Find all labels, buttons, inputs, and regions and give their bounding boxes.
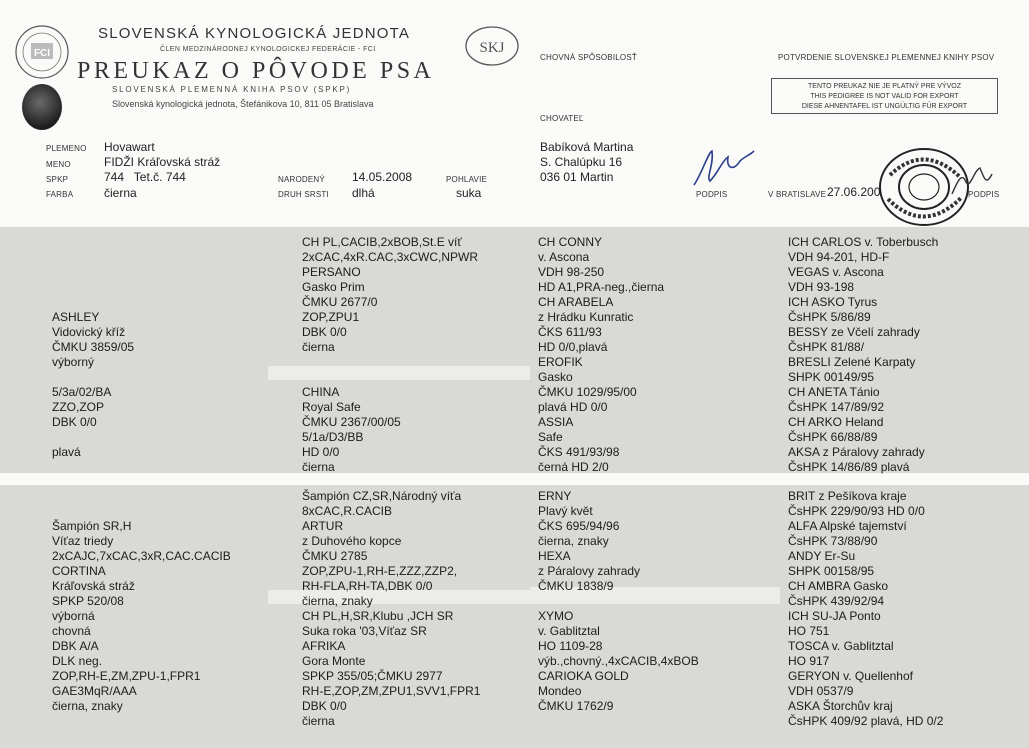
pedigree-line: AFRIKA bbox=[302, 639, 346, 653]
pedigree-line bbox=[52, 250, 134, 265]
pedigree-line: ZZO,ZOP bbox=[52, 400, 104, 414]
stud-book-name: SLOVENSKÁ PLEMENNÁ KNIHA PSOV (SPKP) bbox=[112, 85, 352, 94]
pedigree-line: v. Gablitztal bbox=[538, 624, 600, 638]
pedigree-line: ICH SU-JA Ponto bbox=[788, 609, 881, 623]
sex-value: suka bbox=[456, 186, 482, 200]
pedigree-line: ČsHPK 409/92 plavá, HD 0/2 bbox=[788, 714, 944, 728]
pedigree-line: čierna, znaky bbox=[538, 534, 609, 548]
pedigree-line: CHINA bbox=[302, 385, 340, 399]
pedigree-line: 2xCAJC,7xCAC,3xR,CAC.CACIB bbox=[52, 549, 231, 563]
spkp-value: 744 Tet.č. 744 bbox=[104, 170, 186, 184]
pedigree-line: černá HD 2/0 bbox=[538, 460, 609, 474]
pedigree-line: ČKS 611/93 bbox=[538, 325, 602, 339]
pedigree-line: TOSCA v. Gablitztal bbox=[788, 639, 894, 653]
coat-label: DRUH SRSTI bbox=[278, 190, 329, 199]
pedigree-line: chovná bbox=[52, 624, 91, 638]
pedigree-line bbox=[52, 235, 134, 250]
pedigree-line: Gora Monte bbox=[302, 654, 366, 668]
pedigree-line: CORTINA bbox=[52, 564, 106, 578]
hologram-seal bbox=[22, 84, 62, 130]
pedigree-line: ČsHPK 439/92/94 bbox=[788, 594, 885, 608]
coat-value: dlhá bbox=[352, 186, 375, 200]
pedigree-line: výb.,chovný.,4xCACIB,4xBOB bbox=[538, 654, 699, 668]
signature-label-2: PODPIS bbox=[968, 190, 1000, 199]
color-label: FARBA bbox=[46, 190, 74, 199]
pedigree-line: ČMKU 1762/9 bbox=[538, 699, 614, 713]
breed-value: Hovawart bbox=[104, 140, 155, 154]
pedigree-line: PERSANO bbox=[302, 265, 361, 279]
svg-text:SKJ: SKJ bbox=[479, 40, 505, 56]
pedigree-line: BESSY ze Včelí zahrady bbox=[788, 325, 920, 339]
grandsire-2 bbox=[302, 489, 461, 609]
pedigree-line: ČMKU 2785 bbox=[302, 549, 368, 563]
pedigree-line: CH ARABELA bbox=[538, 295, 614, 309]
pedigree-line: HEXA bbox=[538, 549, 571, 563]
pedigree-line bbox=[52, 370, 134, 385]
org-subtitle: ČLEN MEDZINÁRODNEJ KYNOLOGICKEJ FEDERÁCIE - FCI bbox=[160, 46, 376, 53]
owner-street: S. Chalúpku 16 bbox=[540, 155, 623, 169]
pedigree-line: HD A1,PRA-neg.,čierna bbox=[538, 280, 665, 294]
pedigree-line: SHPK 00158/95 bbox=[788, 564, 875, 578]
confirmation-date: 27.06.200 bbox=[827, 185, 881, 199]
pedigree-line bbox=[52, 295, 134, 310]
pedigree-line: HO 917 bbox=[788, 654, 830, 668]
pedigree-line: čierna bbox=[302, 340, 335, 354]
pedigree-line: GAE3MqR/AAA bbox=[52, 684, 137, 698]
great-grandparents-3 bbox=[538, 489, 640, 594]
pedigree-line: AKSA z Páralovy zahrady bbox=[788, 445, 925, 459]
pedigree-line: ALFA Alpské tajemství bbox=[788, 519, 907, 533]
pedigree-line: HD 0/0,plavá bbox=[538, 340, 608, 354]
signature-label: PODPIS bbox=[696, 190, 728, 199]
pedigree-line: Gasko Prim bbox=[302, 280, 365, 294]
svg-text:FCI: FCI bbox=[33, 48, 51, 59]
pedigree-line: SPKP 520/08 bbox=[52, 594, 124, 608]
great-great-grandparents-1 bbox=[788, 235, 938, 355]
breeder-signature bbox=[688, 143, 758, 193]
great-great-grandparents-2 bbox=[788, 355, 925, 475]
pedigree-line: čierna, znaky bbox=[52, 699, 123, 713]
pedigree-line: SHPK 00149/95 bbox=[788, 370, 875, 384]
export-notice-line: TENTO PREUKAZ NIE JE PLATNÝ PRE VÝVOZ bbox=[808, 83, 961, 90]
pedigree-line: ASKA Štorchův kraj bbox=[788, 699, 893, 713]
pedigree-line: ČsHPK 147/89/92 bbox=[788, 400, 885, 414]
skj-logo bbox=[464, 26, 520, 66]
pedigree-line: ZOP,ZPU-1,RH-E,ZZZ,ZZP2, bbox=[302, 564, 458, 578]
pedigree-line bbox=[52, 265, 134, 280]
pedigree-line bbox=[52, 430, 134, 445]
export-notice-line: THIS PEDIGREE IS NOT VALID FOR EXPORT bbox=[810, 93, 959, 100]
pedigree-line: XYMO bbox=[538, 609, 574, 623]
pedigree-line: VEGAS v. Ascona bbox=[788, 265, 884, 279]
pedigree-line: DBK 0/0 bbox=[52, 415, 97, 429]
pedigree-line: ICH CARLOS v. Toberbusch bbox=[788, 235, 939, 249]
pedigree-line: HD 0/0 bbox=[302, 445, 340, 459]
sex-label: POHLAVIE bbox=[446, 175, 488, 184]
export-notice-line: DIESE AHNENTAFEL IST UNGÜLTIG FÜR EXPORT bbox=[801, 103, 968, 110]
pedigree-line: Šampión CZ,SR,Národný víťa bbox=[302, 489, 462, 503]
color-value: čierna bbox=[104, 186, 137, 200]
pedigree-line: 2xCAC,4xR.CAC,3xCWC,NPWR bbox=[302, 250, 479, 264]
great-grandparents-1 bbox=[538, 235, 664, 355]
pedigree-line: plavá bbox=[52, 445, 81, 459]
pedigree-line: EROFIK bbox=[538, 355, 583, 369]
born-label: NARODENÝ bbox=[278, 175, 325, 184]
pedigree-line: ZOP,ZPU1 bbox=[302, 310, 360, 324]
pedigree-line: Suka roka '03,Víťaz SR bbox=[302, 624, 427, 638]
fci-logo bbox=[14, 24, 70, 80]
breed-label: PLEMENO bbox=[46, 144, 87, 153]
pedigree-line: z Páralovy zahrady bbox=[538, 564, 641, 578]
pedigree-line: čierna, znaky bbox=[302, 594, 373, 608]
granddam-2 bbox=[302, 609, 480, 729]
pedigree-line: VDH 93-198 bbox=[788, 280, 855, 294]
pedigree-line bbox=[52, 504, 231, 519]
pedigree-line: VDH 0537/9 bbox=[788, 684, 854, 698]
cell-divider bbox=[268, 366, 530, 380]
pedigree-line: ASHLEY bbox=[52, 310, 100, 324]
spkp-label: SPKP bbox=[46, 175, 69, 184]
pedigree-line: DLK neg. bbox=[52, 654, 103, 668]
pedigree-line: VDH 94-201, HD-F bbox=[788, 250, 890, 264]
pedigree-line: HO 1109-28 bbox=[538, 639, 603, 653]
pedigree-line: plavá HD 0/0 bbox=[538, 400, 608, 414]
pedigree-line: RH-E,ZOP,ZM,ZPU1,SVV1,FPR1 bbox=[302, 684, 481, 698]
pedigree-line: ZOP,RH-E,ZM,ZPU-1,FPR1 bbox=[52, 669, 201, 683]
pedigree-line bbox=[52, 280, 134, 295]
pedigree-line: ČMKU 2367/00/05 bbox=[302, 415, 401, 429]
great-great-grandparents-3 bbox=[788, 489, 925, 609]
breeder-label: CHOVATEĽ bbox=[540, 114, 584, 123]
great-grandparents-2 bbox=[538, 355, 637, 475]
pedigree-line: ERNY bbox=[538, 489, 572, 503]
pedigree-line: v. Ascona bbox=[538, 250, 590, 264]
pedigree-line: CARIOKA GOLD bbox=[538, 669, 629, 683]
place-label: V BRATISLAVE bbox=[768, 190, 827, 199]
dog-name-value: FIDŽI Kráľovská stráž bbox=[104, 155, 221, 169]
pedigree-line: CH ANETA Tánio bbox=[788, 385, 880, 399]
pedigree-line: čierna bbox=[302, 460, 335, 474]
pedigree-line: z Duhového kopce bbox=[302, 534, 402, 548]
pedigree-line: ARTUR bbox=[302, 519, 344, 533]
pedigree-line: BRESLI Zelené Karpaty bbox=[788, 355, 916, 369]
pedigree-line: výborný bbox=[52, 355, 95, 369]
pedigree-line: Plavý květ bbox=[538, 504, 593, 518]
org-name: SLOVENSKÁ KYNOLOGICKÁ JEDNOTA bbox=[98, 25, 411, 42]
pedigree-line: ČsHPK 81/88/ bbox=[788, 340, 865, 354]
grandsire-1 bbox=[302, 235, 478, 355]
pedigree-line: 8xCAC,R.CACIB bbox=[302, 504, 393, 518]
export-notice-box bbox=[771, 78, 998, 114]
pedigree-line: CH CONNY bbox=[538, 235, 603, 249]
pedigree-line: ČMKU 2677/0 bbox=[302, 295, 378, 309]
pedigree-line: ČMKU 1838/9 bbox=[538, 579, 614, 593]
owner-city: 036 01 Martin bbox=[540, 170, 614, 184]
pedigree-line: CH ARKO Heland bbox=[788, 415, 884, 429]
org-address: Slovenská kynologická jednota, Štefánikova 10, 811 05 Bratislava bbox=[112, 99, 374, 109]
pedigree-line: 5/1a/D3/BB bbox=[302, 430, 364, 444]
pedigree-line: SPKP 355/05;ČMKU 2977 bbox=[302, 669, 443, 683]
pedigree-line: výborná bbox=[52, 609, 95, 623]
pedigree-line: 5/3a/02/BA bbox=[52, 385, 112, 399]
pedigree-line: ICH ASKO Tyrus bbox=[788, 295, 878, 309]
pedigree-line: ČsHPK 14/86/89 plavá bbox=[788, 460, 910, 474]
breeding-ability-label: CHOVNÁ SPÔSOBILOSŤ bbox=[540, 53, 637, 62]
pedigree-line: VDH 98-250 bbox=[538, 265, 605, 279]
name-label: MENO bbox=[46, 160, 71, 169]
document-title: PREUKAZ O PÔVODE PSA bbox=[77, 58, 435, 84]
pedigree-line: CH PL,CACIB,2xBOB,St.E víť bbox=[302, 235, 462, 249]
pedigree-line: ANDY Er-Su bbox=[788, 549, 856, 563]
great-grandparents-4 bbox=[538, 609, 699, 714]
owner-name: Babíková Martina bbox=[540, 140, 634, 154]
granddam-1 bbox=[302, 385, 401, 475]
pedigree-line: ČsHPK 66/88/89 bbox=[788, 430, 878, 444]
pedigree-line: Kráľovská stráž bbox=[52, 579, 135, 593]
pedigree-line: DBK 0/0 bbox=[302, 699, 347, 713]
pedigree-line: z Hrádku Kunratic bbox=[538, 310, 634, 324]
great-great-grandparents-4 bbox=[788, 609, 943, 729]
pedigree-line: ČKS 695/94/96 bbox=[538, 519, 620, 533]
pedigree-line: Royal Safe bbox=[302, 400, 361, 414]
pedigree-line: ČMKU 1029/95/00 bbox=[538, 385, 637, 399]
stud-book-confirmation-label: POTVRDENIE SLOVENSKEJ PLEMENNEJ KNIHY PSOV bbox=[778, 53, 995, 62]
pedigree-line: ČsHPK 5/86/89 bbox=[788, 310, 871, 324]
pedigree-line: CH PL,H,SR,Klubu ,JCH SR bbox=[302, 609, 454, 623]
pedigree-line: HO 751 bbox=[788, 624, 830, 638]
pedigree-line: CH AMBRA Gasko bbox=[788, 579, 889, 593]
pedigree-line: ČKS 491/93/98 bbox=[538, 445, 620, 459]
pedigree-line: Safe bbox=[538, 430, 563, 444]
pedigree-line: RH-FLA,RH-TA,DBK 0/0 bbox=[302, 579, 433, 593]
pedigree-line: Gasko bbox=[538, 370, 573, 384]
parent-dam bbox=[52, 489, 231, 714]
pedigree-line: Vidovický kříž bbox=[52, 325, 126, 339]
pedigree-line: DBK A/A bbox=[52, 639, 99, 653]
pedigree-line: Mondeo bbox=[538, 684, 582, 698]
pedigree-line: čierna bbox=[302, 714, 335, 728]
parent-sire bbox=[52, 235, 134, 460]
pedigree-line: Šampión SR,H bbox=[52, 519, 132, 533]
pedigree-line: ČMKU 3859/05 bbox=[52, 340, 135, 354]
pedigree-line: ASSIA bbox=[538, 415, 574, 429]
pedigree-line: DBK 0/0 bbox=[302, 325, 347, 339]
pedigree-line: BRIT z Pešíkova kraje bbox=[788, 489, 907, 503]
pedigree-line: ČsHPK 229/90/93 HD 0/0 bbox=[788, 504, 925, 518]
pedigree-line: Víťaz triedy bbox=[52, 534, 114, 548]
pedigree-line bbox=[52, 489, 231, 504]
pedigree-line: ČsHPK 73/88/90 bbox=[788, 534, 878, 548]
born-value: 14.05.2008 bbox=[352, 170, 413, 184]
pedigree-line: GERYON v. Quellenhof bbox=[788, 669, 913, 683]
